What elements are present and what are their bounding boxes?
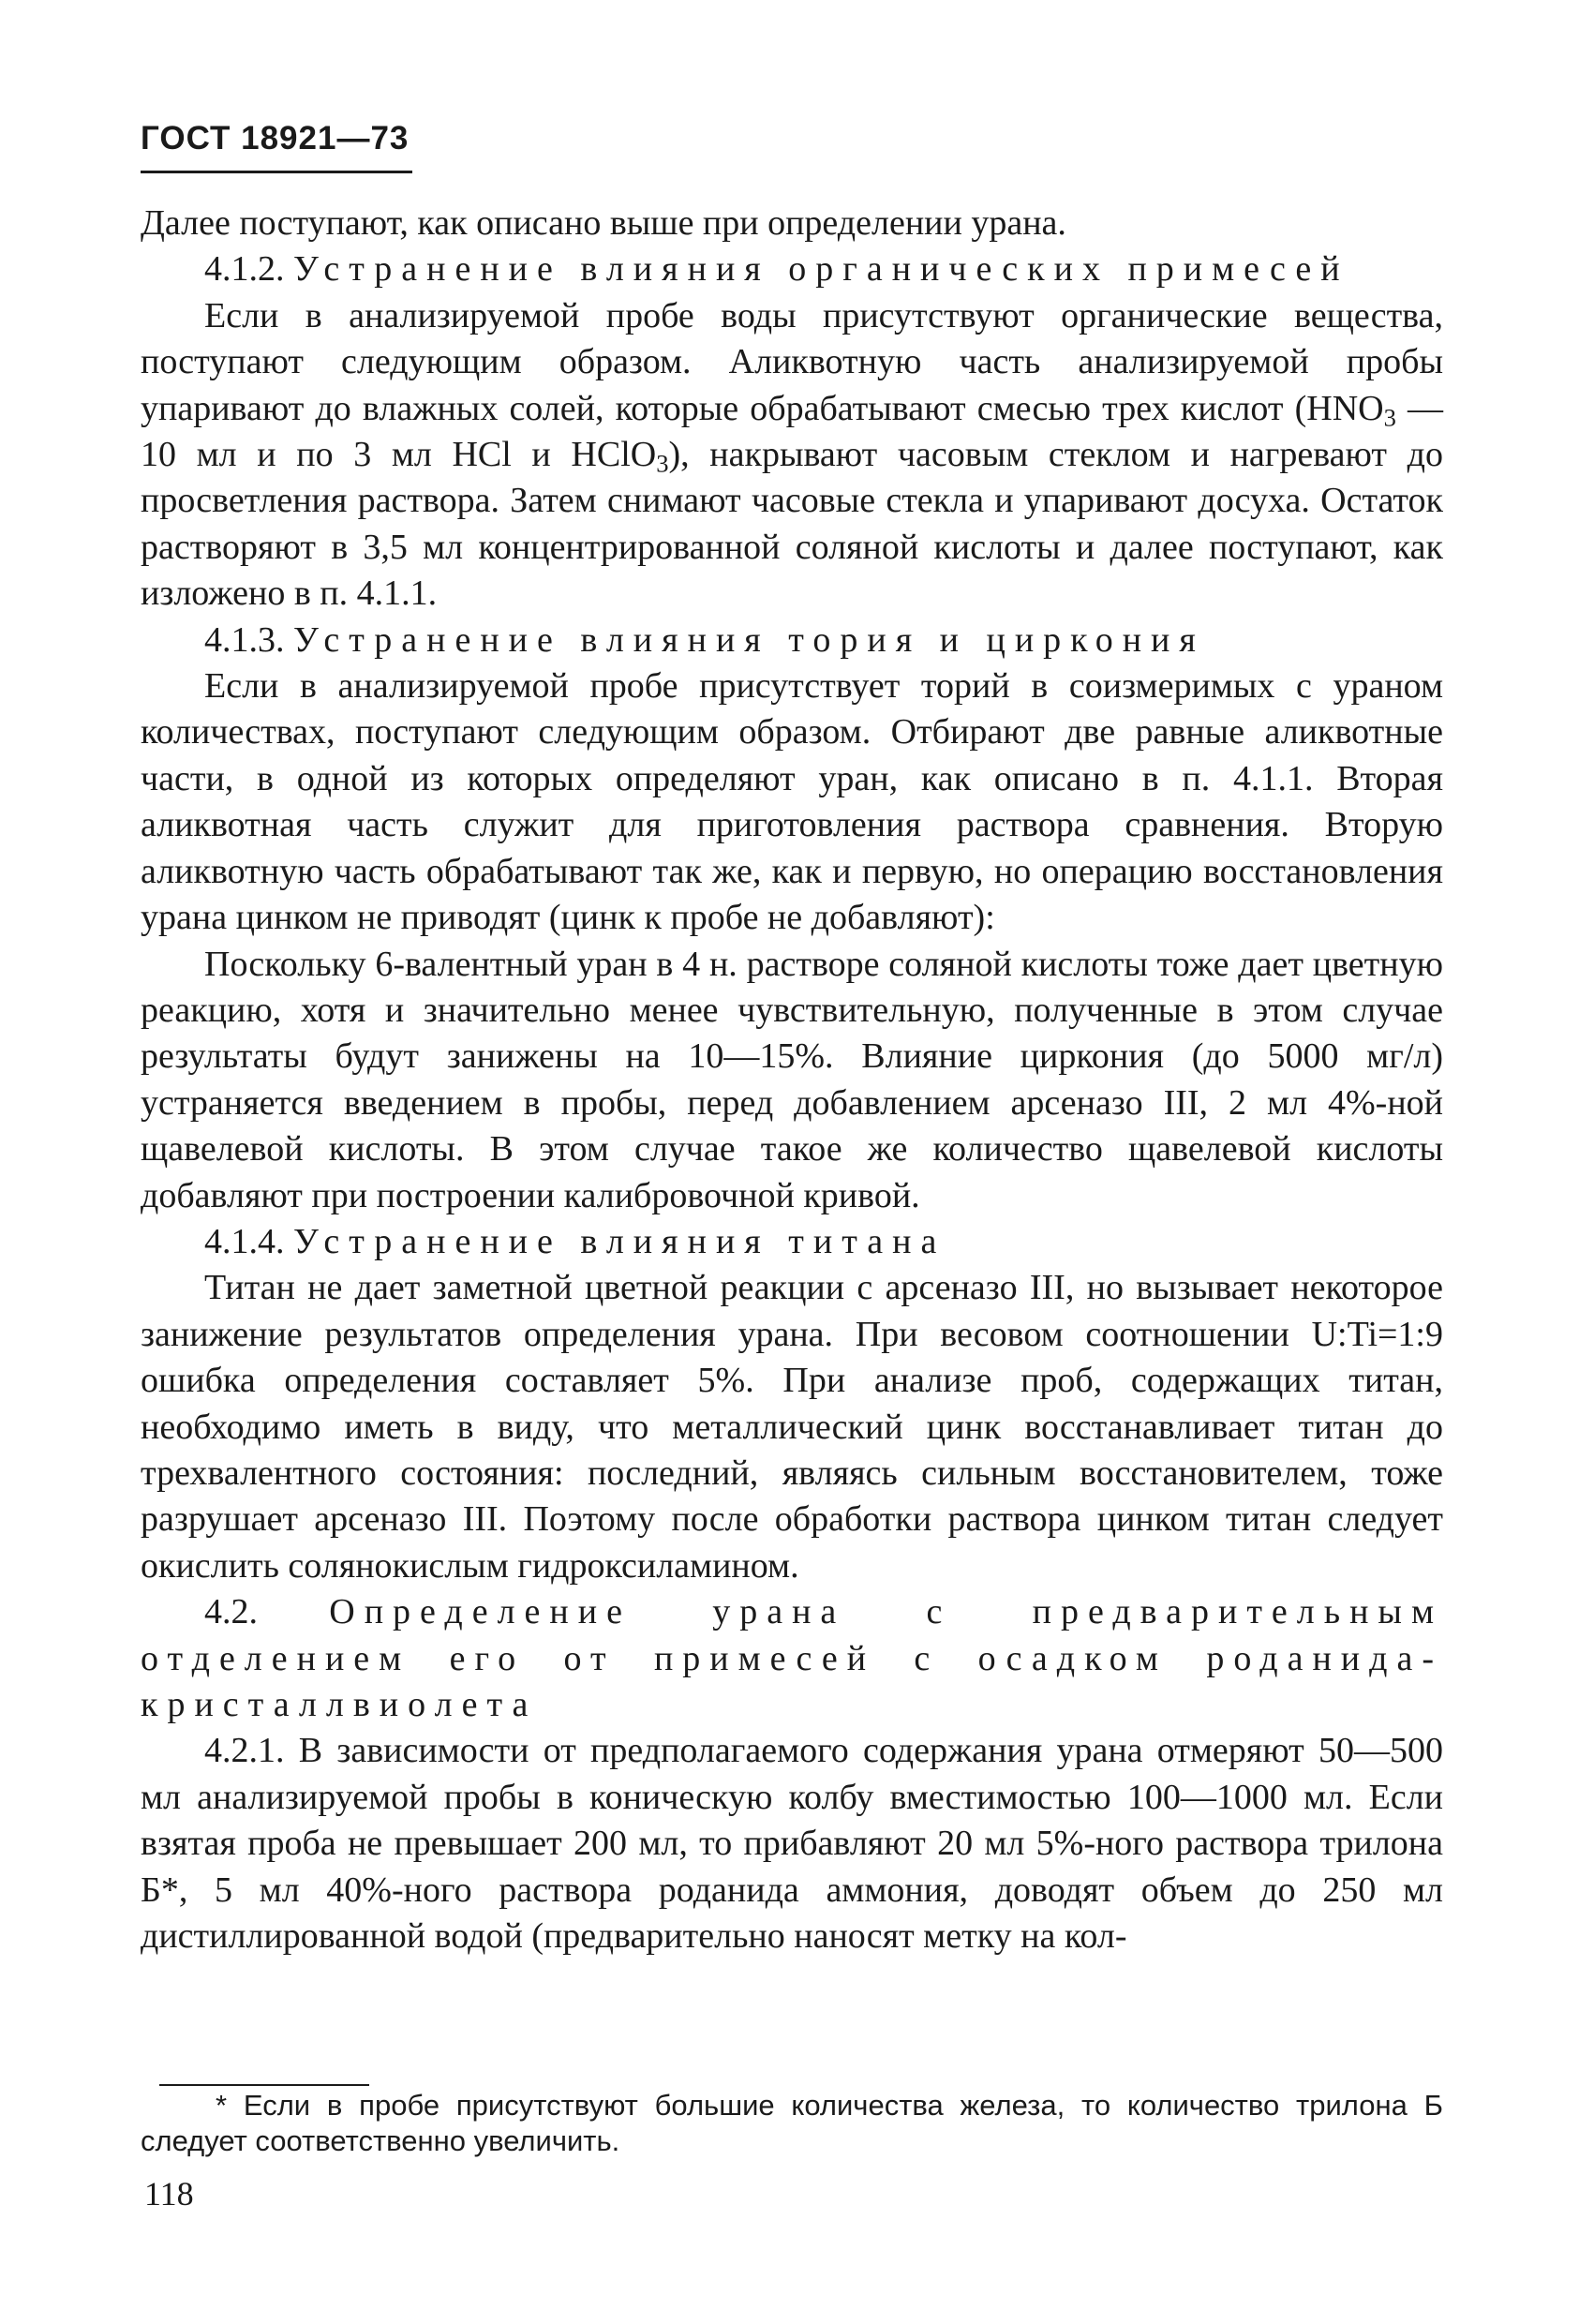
- section-title: Устранение влияния титана: [293, 1221, 946, 1261]
- section-number: 4.1.4.: [204, 1221, 285, 1261]
- paragraph-thorium: Если в анализируемой пробе присутствует торий в соизмеримых с ураном количествах, поступают следующим образом. Отбирают две равные аликвотные части, в одной из которых определяют уран, как описано в п. 4.1.1. Вторая аликвотная часть служит для приготовления раствора сравнения. Вторую аликвотную часть обрабатывают так же, как и первую, но операцию восстановления урана цинком не приводят (цинк к пробе не добавляют):: [141, 666, 1443, 938]
- footnote: * Если в пробе присутствуют большие количества железа, то количество трилона Б следует соответственно увеличить.: [141, 2089, 1443, 2157]
- paragraph-continuation: Далее поступают, как описано выше при определении урана.: [141, 203, 1066, 243]
- section-number: 4.1.2.: [204, 249, 285, 290]
- section-heading-4-1-4: [141, 1219, 1443, 1265]
- paragraph-titanium: Титан не дает заметной цветной реакции с арсеназо III, но вызывает некоторое занижение результатов определения урана. При весовом соотношении U:Ti=1:9 ошибка определения составляет 5%. При анализе проб, содержащих титан, необходимо иметь в виду, что металлический цинк восстанавливает титан до трехвалентного состояния: последний, являясь сильным восстановителем, тоже разрушает арсеназо III. Поэтому после обработки раствора цинком титан следует окислить солянокислым гидроксиламином.: [141, 1268, 1443, 1586]
- document-header: ГОСТ 18921—73: [141, 120, 412, 173]
- section-heading-4-1-3: [141, 618, 1443, 663]
- section-heading-4-2: [141, 1589, 1443, 1728]
- section-title: Устранение влияния тория и циркония: [293, 619, 1205, 660]
- page-number: 118: [144, 2175, 194, 2212]
- section-number: 4.2.: [204, 1592, 258, 1632]
- section-heading-4-1-2: [141, 246, 1443, 292]
- section-title: Определение урана с предварительным отделением его от примесей с осадком роданида-кристаллвиолета: [141, 1592, 1443, 1724]
- section-number: 4.1.3.: [204, 619, 285, 660]
- paragraph-4-2-1: 4.2.1. В зависимости от предполагаемого содержания урана отмеряют 50—500 мл анализируемой пробы в коническую колбу вместимостью 100—1000 мл. Если взятая проба не превышает 200 мл, то прибавляют 20 мл 5%-ного раствора трилона Б*, 5 мл 40%-ного раствора роданида аммония, доводят объем до 250 мл дистиллированной водой (предварительно наносят метку на кол-: [141, 1731, 1443, 1957]
- footnote-divider: [159, 2084, 369, 2086]
- document-body: [141, 201, 1443, 1959]
- paragraph-organic-impurities: Если в анализируемой пробе воды присутствуют органические вещества, поступают следующим образом. Аликвотную часть анализируемой пробы упаривают до влажных солей, которые обрабатывают смесью трех кислот ($HNO_3$ — 10 мл и по 3 мл HCl и HClO$_3$), накрывают часовым стеклом и нагревают до просветления раствора. Затем снимают часовые стекла и упаривают досуха. Остаток растворяют в 3,5 мл концентрированной соляной кислоты и далее поступают, как изложено в п. 4.1.1.: [141, 295, 1443, 614]
- paragraph-zirconium: Поскольку 6-валентный уран в 4 н. растворе соляной кислоты тоже дает цветную реакцию, хотя и значительно менее чувствительную, полученные в этом случае результаты будут занижены на 10—15%. Влияние циркония (до 5000 мг/л) устраняется введением в пробы, перед добавлением арсеназо III, 2 мл 4%-ной щавелевой кислоты. В этом случае такое же количество щавелевой кислоты добавляют при построении калибровочной кривой.: [141, 944, 1443, 1215]
- section-title: Устранение влияния органических примесей: [293, 249, 1349, 290]
